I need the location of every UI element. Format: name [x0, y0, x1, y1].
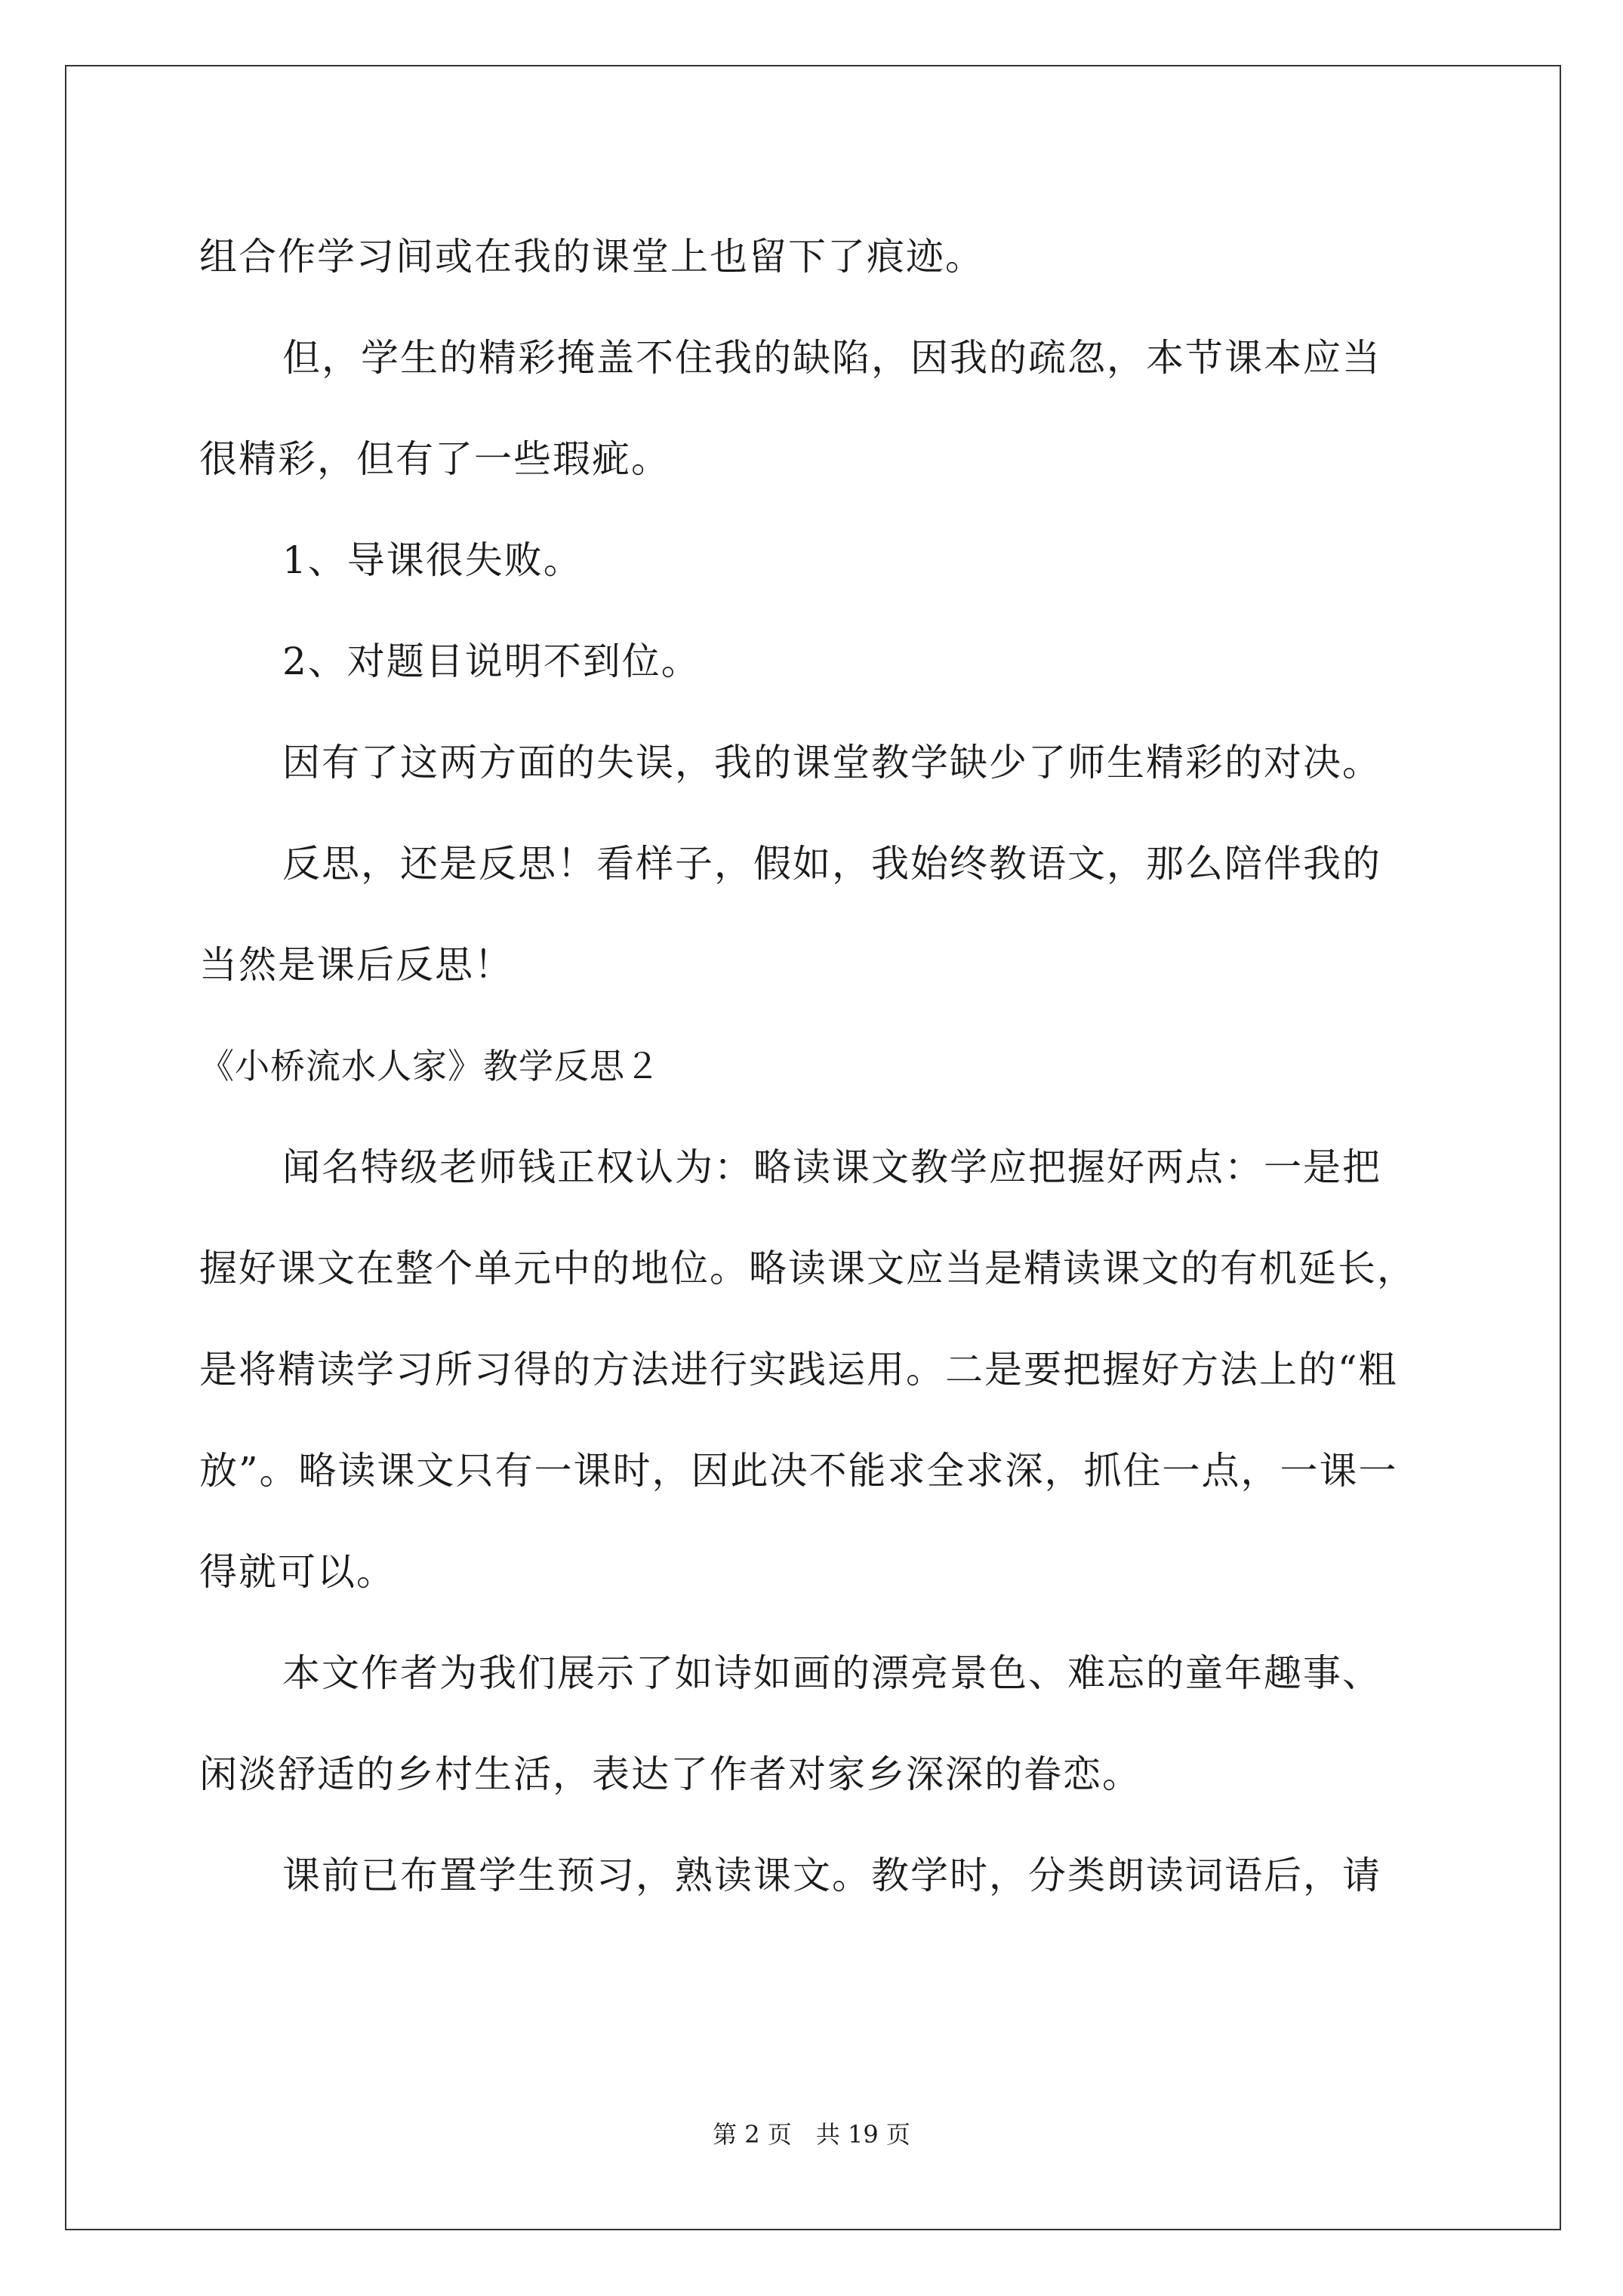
paragraph-line: 闻名特级老师钱正权认为：略读课文教学应把握好两点：一是把	[282, 1145, 1381, 1189]
section-heading: 《小桥流水人家》教学反思２	[199, 1046, 661, 1086]
paragraph-line: 课前已布置学生预习，熟读课文。教学时，分类朗读词语后，请	[282, 1854, 1381, 1897]
paragraph-line: 因有了这两方面的失误，我的课堂教学缺少了师生精彩的对决。	[282, 741, 1381, 784]
paragraph-line: 本文作者为我们展示了如诗如画的漂亮景色、难忘的童年趣事、	[282, 1651, 1381, 1695]
text-line: 很精彩，但有了一些瑕疵。	[199, 437, 670, 481]
paragraph-line: 但，学生的精彩掩盖不住我的缺陷，因我的疏忽，本节课本应当	[282, 336, 1381, 380]
text-line: 闲淡舒适的乡村生活，表达了作者对家乡深深的眷恋。	[199, 1752, 1141, 1796]
text-line: 握好课文在整个单元中的地位。略读课文应当是精读课文的有机延长，	[199, 1247, 1416, 1290]
text-line: 放”。略读课文只有一课时，因此决不能求全求深，抓住一点，一课一	[199, 1449, 1398, 1493]
paragraph-line: 反思，还是反思！看样子，假如，我始终教语文，那么陪伴我的	[282, 842, 1381, 886]
list-item: 1、导课很失败。	[282, 538, 583, 582]
list-item: 2、对题目说明不到位。	[282, 639, 701, 683]
page-number-footer: 第 2 页 共 19 页	[713, 2120, 910, 2149]
text-line: 当然是课后反思！	[199, 943, 513, 987]
text-line: 组合作学习间或在我的课堂上也留下了痕迹。	[199, 235, 984, 279]
text-line: 是将精读学习所习得的方法进行实践运用。二是要把握好方法上的“粗	[199, 1348, 1398, 1391]
text-line: 得就可以。	[199, 1550, 396, 1594]
